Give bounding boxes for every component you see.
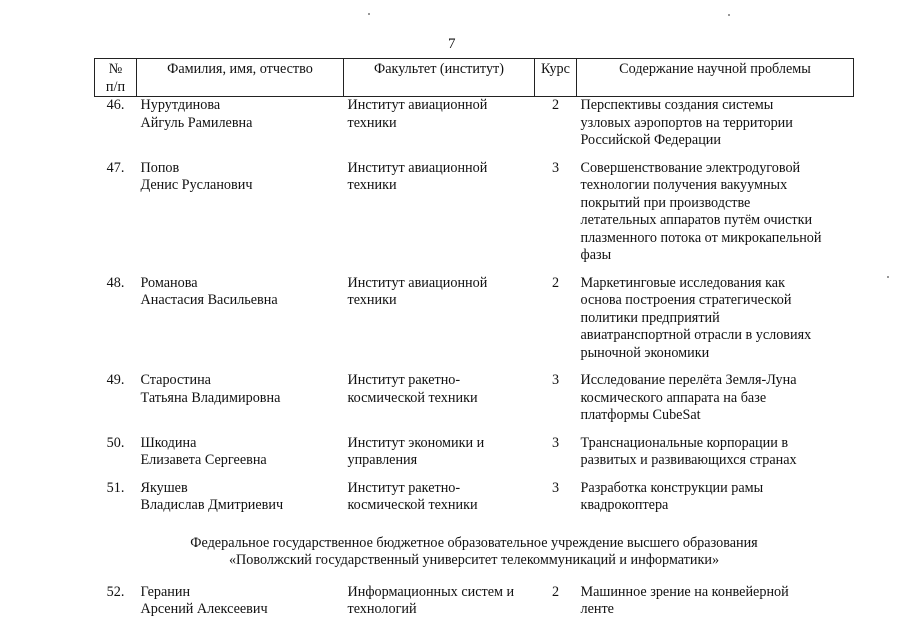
cell-topic (577, 584, 854, 619)
name-line: Геранин (140, 583, 191, 600)
name-line: Владислав Дмитриевич (140, 497, 284, 513)
cell-topic (577, 97, 854, 150)
spacer-cell (95, 619, 854, 629)
header-course: Курс (535, 59, 577, 97)
organization-title-line: «Поволжский государственный университет телекоммуникаций и информатики» (228, 552, 720, 568)
row-spacer (95, 150, 854, 160)
name-line: Арсений Алексеевич (140, 601, 268, 617)
organization-title-line: Федеральное государственное бюджетное образовательное учреждение высшего образования (190, 534, 758, 551)
row-spacer (95, 619, 854, 629)
header-num-line: п/п (105, 78, 126, 95)
page-number: 7 (448, 36, 456, 52)
cell-num: 46. (106, 97, 125, 113)
name-line: Айгуль Рамилевна (140, 114, 253, 131)
row-spacer (95, 425, 854, 435)
name-line: Денис Русланович (140, 177, 253, 193)
cell-faculty (344, 584, 535, 619)
table-row (95, 275, 854, 363)
topic-line: рыночной экономики (580, 344, 710, 361)
cell-course: 2 (551, 97, 560, 113)
topic-line: квадрокоптера (580, 497, 669, 513)
cell-num: 50. (106, 434, 125, 451)
cell-num: 52. (106, 583, 125, 600)
organization-row (95, 525, 854, 584)
header-topic: Содержание научной проблемы (577, 59, 854, 97)
spacer-cell (95, 265, 854, 275)
cell-faculty (344, 372, 535, 425)
cell-topic (577, 435, 854, 470)
topic-line: Разработка конструкции рамы (580, 479, 764, 496)
cell-faculty (344, 480, 535, 515)
header-name: Фамилия, имя, отчество (137, 59, 344, 97)
topic-line: фазы (580, 247, 612, 263)
topic-line: летательных аппаратов путём очистки (580, 212, 813, 228)
name-line: Попов (140, 159, 180, 176)
faculty-line: техники (347, 292, 397, 308)
row-spacer (95, 265, 854, 275)
header-num (95, 59, 137, 97)
cell-name (137, 97, 344, 150)
faculty-line: Институт авиационной (347, 274, 488, 291)
table-row (95, 480, 854, 515)
cell-name (137, 160, 344, 265)
cell-name (137, 275, 344, 363)
scan-speck (728, 14, 730, 16)
name-line: Анастасия Васильевна (140, 292, 278, 308)
scan-speck (887, 276, 889, 278)
cell-num: 51. (106, 479, 125, 496)
name-line: Нурутдинова (140, 97, 221, 113)
topic-line: Совершенствование электродуговой (580, 159, 801, 176)
faculty-line: техники (347, 114, 397, 131)
spacer-cell (95, 425, 854, 435)
row-spacer (95, 470, 854, 480)
row-spacer (95, 515, 854, 525)
topic-line: развитых и развивающихся странах (580, 452, 797, 468)
spacer-cell (95, 362, 854, 372)
faculty-line: Институт ракетно- (347, 479, 461, 496)
cell-num: 49. (106, 372, 125, 388)
cell-topic (577, 372, 854, 425)
topic-line: основа построения стратегической (580, 292, 792, 308)
organization-title (95, 525, 854, 584)
table-header-row (95, 59, 854, 97)
name-line: Якушев (140, 479, 188, 496)
spacer-cell (95, 515, 854, 525)
row-spacer (95, 362, 854, 372)
students-table (94, 58, 854, 629)
topic-line: Исследование перелёта Земля-Луна (580, 372, 797, 388)
cell-topic (577, 275, 854, 363)
cell-faculty (344, 435, 535, 470)
header-faculty: Факультет (институт) (344, 59, 535, 97)
cell-name (137, 584, 344, 619)
cell-name (137, 372, 344, 425)
header-num-line: № (108, 61, 123, 77)
scan-speck (368, 13, 370, 15)
topic-line: узловых аэропортов на территории (580, 114, 793, 131)
name-line: Старостина (140, 372, 211, 388)
topic-line: политики предприятий (580, 309, 720, 326)
cell-topic (577, 480, 854, 515)
name-line: Татьяна Владимировна (140, 389, 281, 406)
table-row (95, 160, 854, 265)
topic-line: платформы CubeSat (580, 407, 701, 423)
topic-line: авиатранспортной отрасли в условиях (580, 327, 812, 343)
cell-name (137, 480, 344, 515)
cell-course: 2 (551, 583, 560, 600)
topic-line: космического аппарата на базе (580, 389, 767, 406)
faculty-line: Информационных систем и (347, 583, 515, 600)
faculty-line: Институт ракетно- (347, 372, 461, 388)
topic-line: Машинное зрение на конвейерной (580, 583, 789, 600)
spacer-cell (95, 470, 854, 480)
topic-line: ленте (580, 601, 614, 617)
topic-line: Российской Федерации (580, 132, 721, 148)
cell-course: 3 (551, 479, 560, 496)
topic-line: плазменного потока от микрокапельной (580, 229, 822, 246)
cell-faculty (344, 97, 535, 150)
topic-line: Перспективы создания системы (580, 97, 774, 113)
faculty-line: техники (347, 177, 397, 193)
faculty-line: Институт авиационной (347, 159, 488, 176)
topic-line: Маркетинговые исследования как (580, 274, 785, 291)
cell-faculty (344, 275, 535, 363)
name-line: Елизавета Сергеевна (140, 452, 267, 468)
cell-topic (577, 160, 854, 265)
cell-faculty (344, 160, 535, 265)
name-line: Романова (140, 274, 198, 291)
cell-num: 48. (106, 274, 125, 291)
faculty-line: Институт авиационной (347, 97, 488, 113)
name-line: Шкодина (140, 434, 197, 451)
table-row (95, 584, 854, 619)
spacer-cell (95, 150, 854, 160)
cell-course: 3 (551, 159, 560, 176)
table-row (95, 435, 854, 470)
table-row (95, 372, 854, 425)
faculty-line: технологий (347, 601, 417, 617)
faculty-line: управления (347, 452, 418, 468)
faculty-line: космической техники (347, 497, 478, 513)
topic-line: Транснациональные корпорации в (580, 434, 789, 451)
table-row (95, 97, 854, 150)
cell-course: 3 (551, 372, 560, 388)
cell-course: 3 (551, 434, 560, 451)
faculty-line: космической техники (347, 389, 478, 406)
topic-line: покрытий при производстве (580, 194, 751, 211)
topic-line: технологии получения вакуумных (580, 177, 788, 193)
faculty-line: Институт экономики и (347, 434, 485, 451)
cell-course: 2 (551, 274, 560, 291)
cell-name (137, 435, 344, 470)
cell-num: 47. (106, 159, 125, 176)
